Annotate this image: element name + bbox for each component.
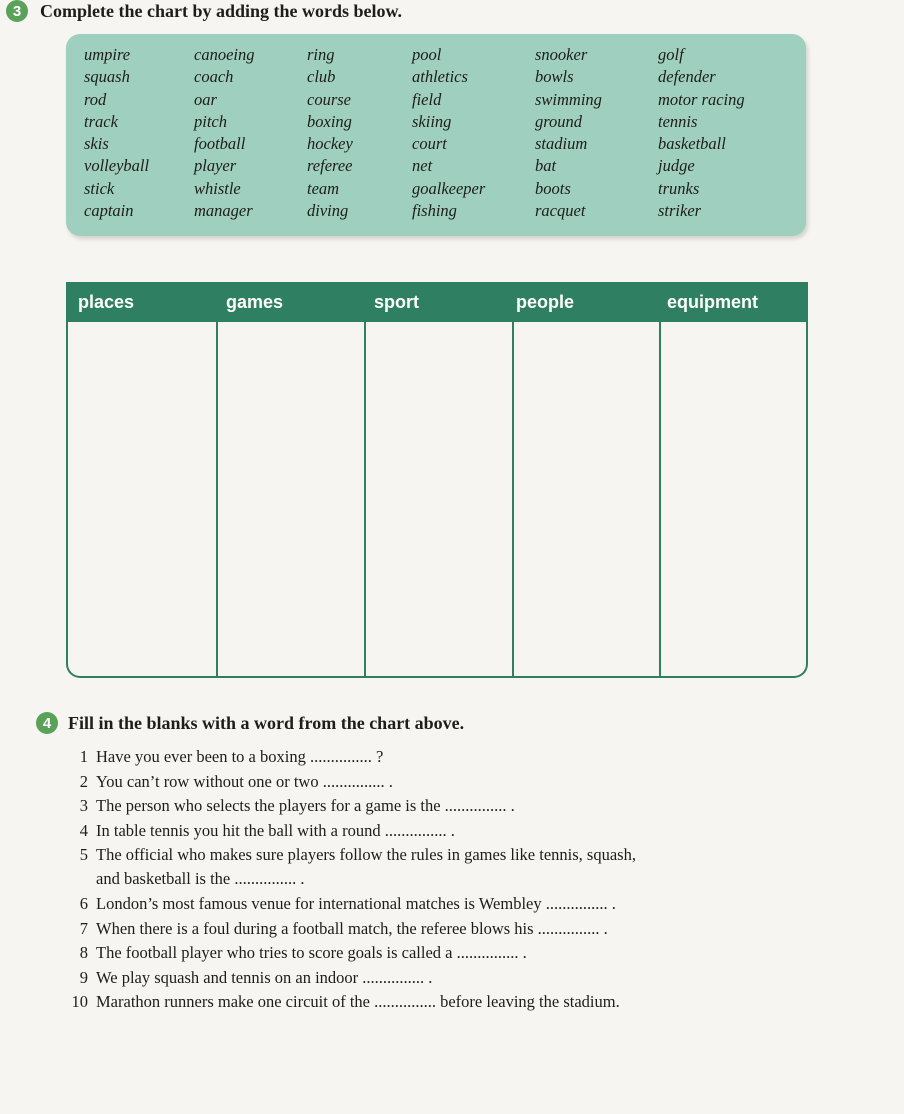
word-item: bat (535, 156, 557, 176)
word-item: judge (658, 156, 695, 176)
item-text: The official who makes sure players follow the rules in games like tennis, squash, (96, 845, 636, 864)
word-item: manager (194, 201, 253, 221)
list-item (66, 892, 636, 917)
word-item: track (84, 111, 118, 131)
chart-header-equipment: equipment (667, 291, 759, 312)
item-text: We play squash and tennis on an indoor ............... . (96, 967, 433, 987)
word-item: boots (535, 178, 571, 198)
exercise-3-number-badge: 3 (6, 0, 28, 22)
word-item: snooker (535, 45, 588, 64)
word-item: striker (658, 201, 702, 221)
word-item: trunks (658, 178, 700, 198)
item-number: 8 (79, 943, 88, 962)
item-text: The football player who tries to score goals is called a ............... . (96, 943, 527, 962)
exercise-4-items (66, 745, 636, 1015)
word-item: referee (307, 156, 353, 176)
word-item: athletics (412, 67, 468, 87)
word-item: club (307, 67, 336, 87)
word-item: canoeing (194, 45, 255, 64)
word-item: fishing (412, 201, 457, 221)
item-number: 5 (79, 845, 88, 864)
list-item (66, 941, 636, 966)
word-box (66, 34, 806, 236)
chart-column-divider (364, 322, 366, 678)
item-text: The person who selects the players for a game is the ............... . (96, 796, 515, 815)
list-item (66, 843, 636, 892)
word-item: bowls (535, 67, 574, 87)
word-item: diving (307, 201, 349, 221)
item-text: You can’t row without one or two ............... . (96, 771, 393, 791)
category-chart (66, 282, 808, 678)
word-item: football (194, 134, 246, 154)
exercise-3-title: Complete the chart by adding the words below. (40, 0, 403, 21)
word-item: volleyball (84, 156, 150, 176)
item-text: Have you ever been to a boxing ............... ? (96, 747, 384, 766)
item-text: In table tennis you hit the ball with a round ............... . (96, 820, 455, 840)
exercise-4-title: Fill in the blanks with a word from the chart above. (68, 712, 465, 733)
word-item: motor racing (658, 89, 745, 109)
item-text-continued: and basketball is the ............... . (96, 869, 305, 888)
item-number: 9 (79, 967, 88, 987)
word-item: ground (535, 111, 583, 131)
word-item: coach (194, 67, 234, 87)
exercise-4-heading (36, 712, 464, 734)
word-grid (84, 44, 768, 222)
word-item: oar (194, 89, 217, 109)
chart-header-row (66, 282, 808, 322)
list-item (66, 990, 636, 1015)
chart-header-people: people (516, 291, 575, 312)
list-item (66, 966, 636, 991)
chart-header-places: places (78, 291, 135, 312)
word-item: defender (658, 67, 716, 87)
item-number: 1 (79, 747, 88, 766)
chart-column-divider (216, 322, 218, 678)
word-item: pool (412, 45, 442, 64)
item-text: When there is a foul during a football match, the referee blows his ............... . (96, 918, 608, 938)
list-item (66, 917, 636, 942)
word-item: team (307, 178, 340, 198)
word-item: rod (84, 89, 107, 109)
chart-column-divider (512, 322, 514, 678)
word-item: skiing (412, 111, 452, 131)
word-item: whistle (194, 178, 241, 198)
word-item: basketball (658, 134, 726, 154)
word-item: tennis (658, 111, 698, 131)
item-number: 7 (79, 918, 88, 938)
list-item (66, 794, 636, 819)
chart-column-divider (659, 322, 661, 678)
word-item: golf (658, 45, 684, 64)
word-item: course (307, 89, 351, 109)
word-item: goalkeeper (412, 178, 486, 198)
chart-header-games: games (226, 291, 284, 312)
list-item (66, 819, 636, 844)
list-item (66, 770, 636, 795)
item-text: Marathon runners make one circuit of the ............... before leaving the stadium. (96, 992, 620, 1011)
word-item: squash (84, 67, 130, 87)
word-item: captain (84, 201, 134, 221)
word-item: ring (307, 45, 335, 64)
list-item (66, 745, 636, 770)
word-item: umpire (84, 45, 131, 64)
word-item: player (194, 156, 237, 176)
word-item: pitch (194, 111, 227, 131)
word-item: swimming (535, 89, 602, 109)
item-number: 10 (71, 992, 88, 1011)
word-item: racquet (535, 201, 586, 221)
item-number: 2 (79, 771, 88, 791)
word-item: hockey (307, 134, 353, 154)
word-item: stick (84, 178, 115, 198)
word-item: field (412, 89, 442, 109)
word-item: stadium (535, 134, 588, 154)
word-item: court (412, 134, 447, 154)
item-text: London’s most famous venue for international matches is Wembley ............... . (96, 894, 616, 913)
item-number: 6 (79, 894, 88, 913)
word-item: skis (84, 134, 109, 154)
word-item: boxing (307, 111, 352, 131)
item-number: 4 (79, 820, 88, 840)
exercise-4-number-badge: 4 (36, 712, 58, 734)
item-number: 3 (79, 796, 88, 815)
chart-header-sport: sport (374, 291, 419, 312)
exercise-3-heading (6, 0, 402, 22)
word-item: net (412, 156, 433, 176)
